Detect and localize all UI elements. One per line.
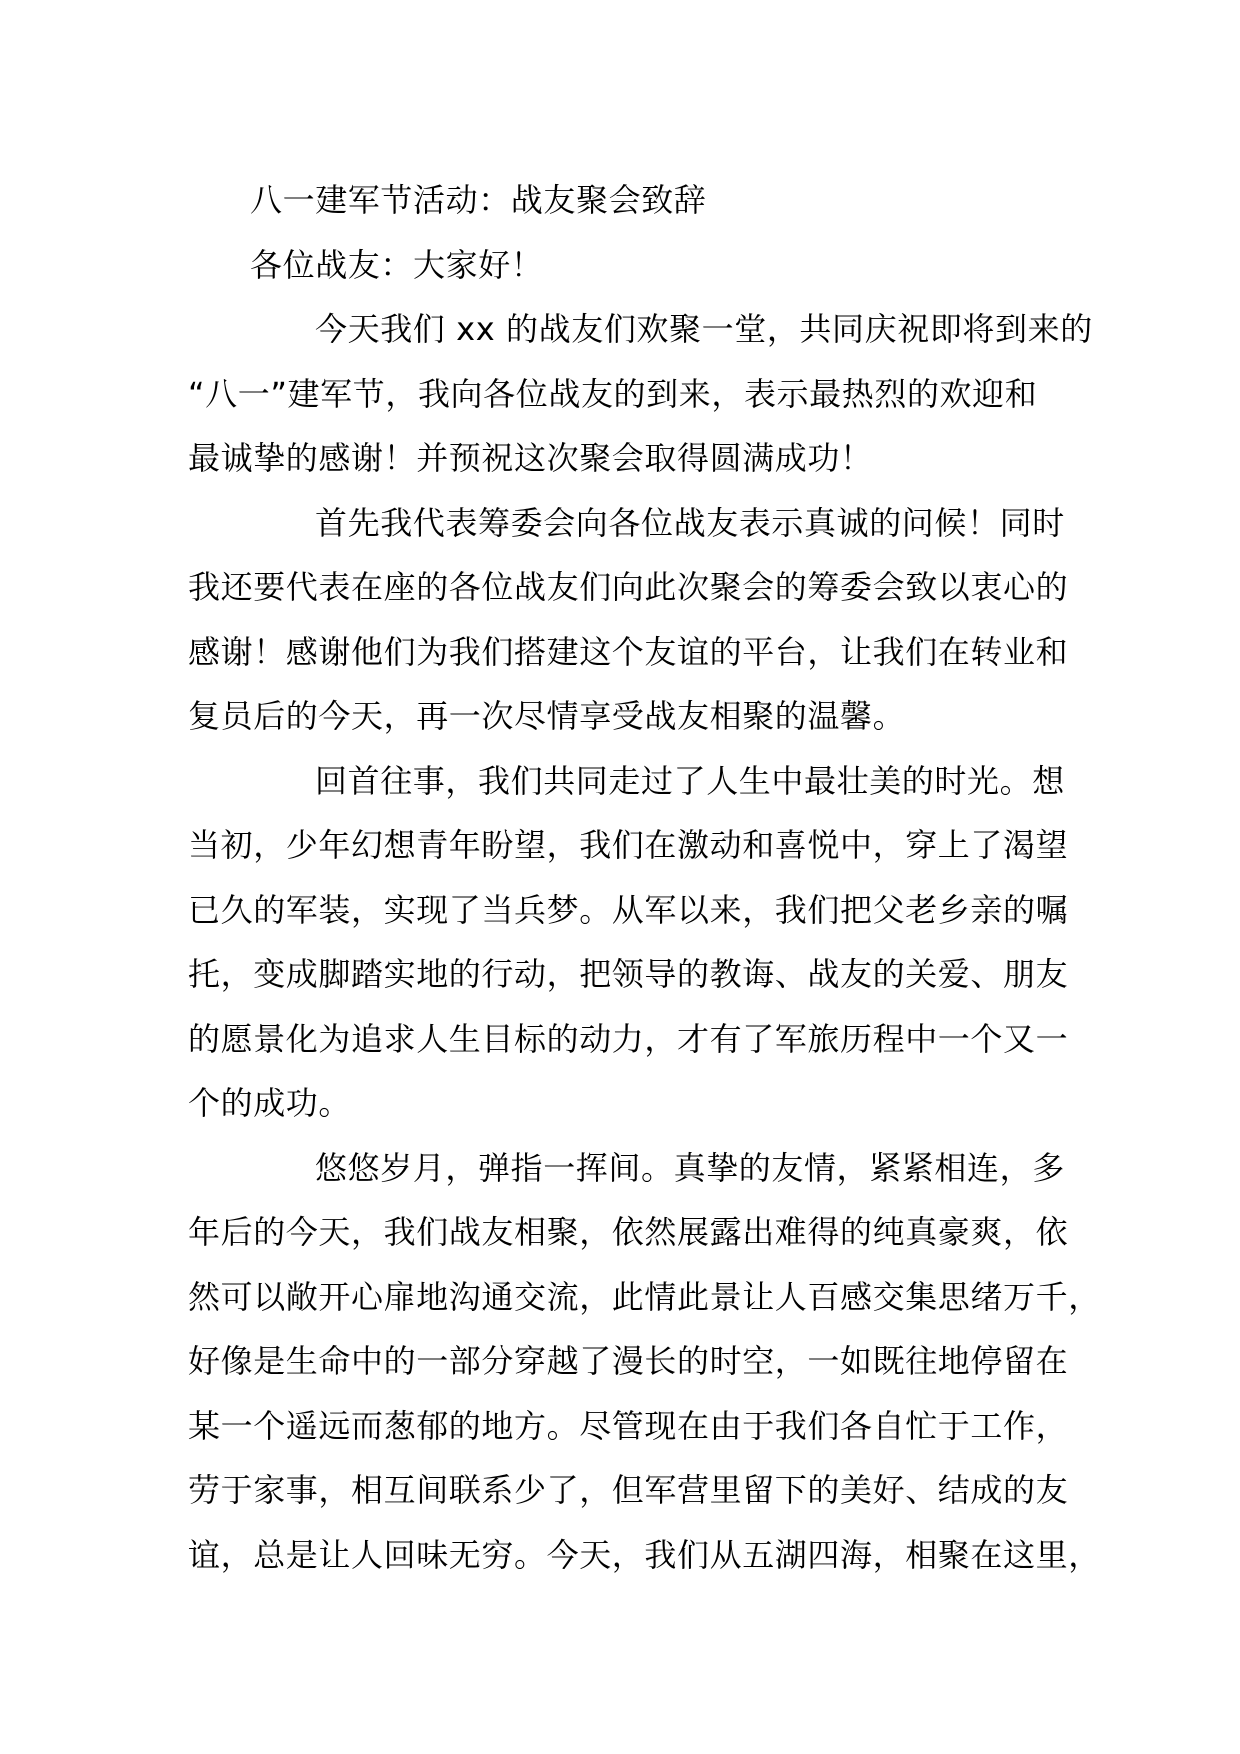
paragraph-4-line-7: 谊，总是让人回味无穷。今天，我们从五湖四海，相聚在这里， (188, 1535, 1101, 1574)
paragraph-2-line-4: 复员后的今天，再一次尽情享受战友相聚的温馨。 (188, 697, 906, 735)
greeting: 各位战友：大家好！ (250, 245, 544, 284)
paragraph-3-line-1: 回首往事，我们共同走过了人生中最壮美的时光。想 (315, 761, 1065, 800)
paragraph-4-line-6: 劳于家事，相互间联系少了，但军营里留下的美好、结成的友 (188, 1471, 1069, 1509)
paragraph-2-line-1: 首先我代表筹委会向各位战友表示真诚的问候！同时 (315, 503, 1065, 542)
paragraph-3-line-4: 托，变成脚踏实地的行动，把领导的教诲、战友的关爱、朋友 (188, 955, 1069, 993)
paragraph-4-line-2: 年后的今天，我们战友相聚，依然展露出难得的纯真豪爽，依 (188, 1213, 1069, 1251)
paragraph-1-line-2: “八一”建军节，我向各位战友的到来，表示最热烈的欢迎和 (188, 374, 1038, 413)
paragraph-4-line-5: 某一个遥远而葱郁的地方。尽管现在由于我们各自忙于工作， (188, 1406, 1069, 1445)
paragraph-1-line-3: 最诚挚的感谢！并预祝这次聚会取得圆满成功！ (188, 439, 873, 477)
document-body (188, 168, 1101, 1587)
paragraph-4-line-4: 好像是生命中的一部分穿越了漫长的时空，一如既往地停留在 (188, 1342, 1069, 1380)
paragraph-4-line-1: 悠悠岁月，弹指一挥间。真挚的友情，紧紧相连，多 (315, 1148, 1065, 1187)
paragraph-3-line-6: 个的成功。 (188, 1084, 352, 1122)
paragraph-3-line-5: 的愿景化为追求人生目标的动力，才有了军旅历程中一个又一 (188, 1019, 1069, 1058)
paragraph-3-line-2: 当初，少年幻想青年盼望，我们在激动和喜悦中，穿上了渴望 (188, 826, 1069, 864)
document-title: 八一建军节活动：战友聚会致辞 (250, 181, 707, 219)
paragraph-4-line-3: 然可以敞开心扉地沟通交流，此情此景让人百感交集思绪万千， (188, 1277, 1101, 1316)
paragraph-2-line-2: 我还要代表在座的各位战友们向此次聚会的筹委会致以衷心的 (188, 568, 1069, 606)
paragraph-1-line-1: 今天我们 xx 的战友们欢聚一堂，共同庆祝即将到来的 (315, 310, 1093, 348)
paragraph-2-line-3: 感谢！感谢他们为我们搭建这个友谊的平台，让我们在转业和 (188, 632, 1069, 671)
paragraph-3-line-3: 已久的军装，实现了当兵梦。从军以来，我们把父老乡亲的嘱 (188, 890, 1069, 929)
